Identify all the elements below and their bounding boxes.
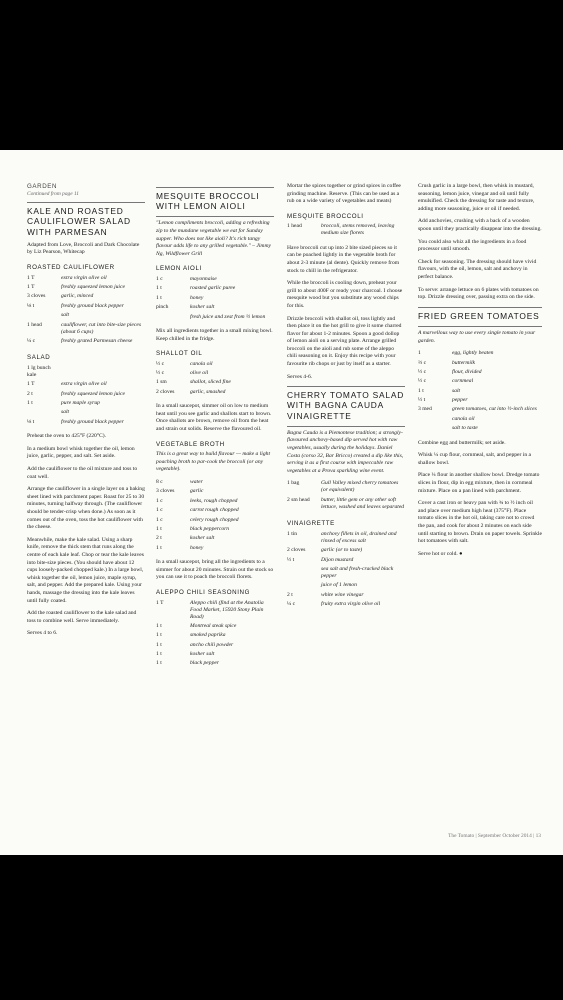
ingredient-quantity: 1 c [156,516,163,523]
ingredient-quantity: 1 c [156,507,163,514]
ingredient-list [287,531,405,611]
ingredient-name: Aleppo chili (find at the Anatolia Food Market, 15920 Stony Plain Road) [190,599,264,620]
ingredient-row [27,293,145,302]
ingredient-name: flour, divided [452,368,482,375]
ingredient-name [61,365,145,381]
ingredient-name: broccoli, stems removed, leaving medium size florets [321,223,395,237]
ingredient-name: carrot rough chopped [190,507,239,514]
ingredient-name: freshly squeezed lemon juice [61,283,125,290]
ingredient-name: shallot, sliced fine [190,379,231,386]
ingredient-quantity: ½ c [156,370,165,377]
kale-intro: Adapted from Love, Broccoli and Dark Chocolate by Liz Pearson, Whitecap [27,241,140,256]
ingredient-quantity: 1 sm [156,379,167,386]
ingredient-name: water [190,479,203,486]
ingredient-quantity: 2 cloves [287,547,306,554]
ingredient-row [27,322,145,338]
ingredient-quantity [27,312,61,321]
ingredient-name: canola oil [452,415,475,422]
ingredient-quantity: 1 t [156,544,162,551]
broccoli-recipe-title: MESQUITE BROCCOLI WITH LEMON AIOLI [156,191,260,212]
ingredient-row [418,388,542,397]
ingredient-row [156,379,274,388]
paragraph: To serve: arrange lettuce on 6 plates with tomatoes on top. Drizzle dressing over, passing extra on the side. [418,286,539,301]
ingredient-row [27,284,145,293]
ingredient-name: honey [190,544,204,551]
ingredient-list [27,365,145,428]
paragraph: Arrange the cauliflower in a single layer on a baking sheet lined with parchment paper. Roast for 25 to 30 minutes, turning halfway through. (The cauliflower should be tender-crisp when done.) As soon as it comes out of the oven, toss the hot cauliflower with the cheese. [27,486,145,531]
ingredient-quantity: 1 t [156,622,162,629]
paragraph: Drizzle broccoli with shallot oil, toss lightly and then place it on the hot grill to give it some charred flavor for about 1-2 minutes. Spoon a good dollop of lemon aioli on a serving plate. Arrange grilled broccoli on the aioli and rub some of the aleppo chili seasoning on it. Enjoy this recipe with your favourite rib chops or just by itself as a starter. [287,315,402,368]
ingredient-quantity: 1 lg bunch kale [27,364,51,378]
ingredient-row [156,295,274,304]
ingredient-quantity: 2 t [156,535,162,542]
paragraph: Place ¼ flour in another shallow bowl. Dredge tomato slices in flour, dip in egg mixture, then in cornmeal mixture. Place on a pan lined with parchment. [418,472,540,494]
ingredient-list [156,600,274,670]
divider [156,187,274,188]
ingredient-name: Dijon mustard [321,556,354,563]
ingredient-row [156,285,274,294]
ingredient-quantity: ½ c [418,368,427,375]
ingredient-name: salt to taste [452,425,478,432]
fried-intro: A marvellous way to use every single tomato in your garden. [418,329,536,344]
ingredient-name: cauliflower, cut into bite-size pieces (about 6 cups) [61,321,142,335]
ingredient-list [156,479,274,554]
ingredient-quantity: 2 sm head [287,496,310,503]
paragraph: Add the roasted cauliflower to the kale salad and toss to combine well. Serve immediately. [27,610,137,624]
ingredient-row [156,389,274,398]
ingredient-row [418,406,542,415]
ingredient-list [156,361,274,399]
vinaigrette-heading: VINAIGRETTE [287,520,335,528]
ingredient-row [287,497,405,513]
ingredient-quantity: 1 t [156,525,162,532]
ingredient-row [156,507,274,516]
ingredient-row [156,535,274,544]
aleppo-heading: ALEPPO CHILI SEASONING [156,588,251,596]
ingredient-quantity: 1 t [156,641,162,648]
ingredient-name: garlic, minced [61,293,94,300]
paragraph: Serves 4-6. [287,373,313,380]
ingredient-row [418,378,542,387]
ingredient-name: freshly ground black pepper [61,302,124,309]
ingredient-quantity: 3 med [418,406,432,413]
paragraph: Have broccoli cut up into 2 bite sized pieces so it can be poached lightly in the vegetable broth for about 2-3 minute (al dente). Quickly remove from stock to chill in the refrigerator. [287,244,400,274]
ingredient-name: honey [190,294,204,301]
tomato-intro: Bagna Cauda is a Piemontese tradition; a strongly-flavoured anchovy-based dip served hot with raw vegetables, usually during the holidays. Daniel Costa (corso 32, Bar Bricco) created a dip like this, serving it as a first course with impeccable raw vegetables at a Prova sparkling wine event. [287,429,404,474]
ingredient-row [27,312,145,321]
aleppo-instructions: Mortar the spices together or grind spices in coffee grinding machine. Reserve. (This can be used as a rub on a wide variety of vegetables and meats) [287,183,401,205]
ingredient-name: kosher salt [190,304,215,311]
ingredient-name: salt [61,409,70,416]
ingredient-row [418,416,542,425]
ingredient-quantity: 1 T [156,599,164,606]
tomato-instructions [418,183,542,302]
ingredient-quantity: ½ t [287,556,295,563]
ingredient-row [287,557,405,566]
ingredient-quantity: 1 t [27,400,33,407]
ingredient-name: Montreal steak spice [190,622,237,629]
ingredient-quantity: ⅔ c [418,359,427,366]
broth-instructions: In a small saucepot, bring all the ingredients to a simmer for about 20 minutes. Strain out the stock so you can use it to poach the broccoli florets. [156,559,274,581]
ingredient-name: green tomatoes, cut into ½-inch slices [452,406,537,413]
ingredient-quantity: 1 [418,350,421,357]
ingredient-row [27,365,145,381]
ingredient-row [287,531,405,547]
ingredient-quantity: ¼ c [287,601,296,608]
paragraph: Preheat the oven to 425°F (220°C). [27,433,107,440]
column-4 [418,183,542,563]
ingredient-quantity: 1 c [156,275,163,282]
paragraph: Serve hot or cold. ● [418,550,463,557]
ingredient-list [418,350,542,435]
ingredient-quantity: 1 T [27,381,35,388]
ingredient-row [156,304,274,313]
ingredient-name: anchovy fillets in oil, drained and rinsed of excess salt [321,530,397,544]
ingredient-name: juice of 1 lemon [321,582,357,589]
ingredient-name: garlic (or to taste) [321,547,363,554]
ingredient-row [156,314,274,323]
divider [287,386,405,387]
divider [418,307,542,308]
ingredient-quantity: ⅛ t [27,302,35,309]
ingredient-row [156,517,274,526]
fried-tomatoes-title: FRIED GREEN TOMATOES [418,310,540,321]
ingredient-list [156,276,274,323]
ingredient-name: salt [61,312,70,319]
lemon-aioli-heading: LEMON AIOLI [156,265,202,273]
divider [156,216,274,217]
tomato-salad-title: CHERRY TOMATO SALAD WITH BAGNA CAUDA VINAIGRETTE [287,390,405,421]
ingredient-quantity: 1 T [27,274,35,281]
ingredient-quantity: 3 cloves [27,293,46,300]
ingredient-name: Gull Valley mixed cherry tomatoes (or equivalent) [321,480,399,494]
column-1 [27,183,145,643]
ingredient-name: buttermilk [452,359,475,366]
ingredient-row [27,419,145,428]
ingredient-row [156,361,274,370]
kale-instructions [27,433,145,638]
ingredient-quantity: ⅛ t [27,418,35,425]
ingredient-quantity [418,416,452,425]
ingredient-quantity: 1 head [287,223,302,230]
ingredient-name: celery rough chopped [190,516,239,523]
ingredient-quantity: 1 t [156,660,162,667]
ingredient-name: pure maple syrup [61,400,100,407]
ingredient-row [156,600,274,623]
divider [287,426,405,427]
roasted-cauliflower-heading: ROASTED CAULIFLOWER [27,263,115,271]
ingredient-name: kosher salt [190,651,215,658]
paragraph: Meanwhile, make the kale salad. Using a sharp knife, remove the thick stem that runs along the centre of each kale leaf. Chop or tear the kale leaves into bite-size pieces. (You should have about 12 cups loosely-packed chopped kale.) In a large bowl, whisk together the oil, lemon juice, maple syrup, salt, and pepper. Add the prepared kale. Using your hands, massage the dressing into the kale leaves until fully coated. [27,536,144,604]
aioli-instructions: Mix all ingredients together in a small mixing bowl. Keep chilled in the fridge. [156,327,273,342]
ingredient-name: freshly squeezed lemon juice [61,390,125,397]
ingredient-row [27,400,145,409]
ingredient-row [287,592,405,601]
ingredient-quantity: ½ c [418,378,427,385]
ingredient-name: mayonnaise [190,275,217,282]
ingredient-name: leeks, rough chopped [190,497,238,504]
paragraph: In a medium bowl whisk together the oil, lemon juice, garlic, pepper, and salt. Set aside. [27,445,135,460]
paragraph: Add anchovies, crushing with a back of a wooden spoon until they practically disappear into the dressing. [418,218,542,232]
ingredient-row [156,276,274,285]
ingredient-row [418,350,542,359]
ingredient-quantity: ¼ c [27,337,36,344]
broth-intro: This is a great way to build flavour — make a light poaching broth to par-cook the broccoli (or any vegetable). [156,451,270,473]
ingredient-quantity: 1 t [156,632,162,639]
paragraph: Check for seasoning. The dressing should have vivid flavours, with the oil, lemon, salt and anchovy in perfect balance. [418,258,537,280]
ingredient-quantity [418,425,452,434]
ingredient-row [27,275,145,284]
ingredient-name: black peppercorn [190,525,230,532]
ingredient-name: extra virgin olive oil [61,381,107,388]
ingredient-name: olive oil [190,370,209,377]
ingredient-row [156,488,274,497]
ingredient-name: canola oil [190,360,213,367]
ingredient-quantity: 2 cloves [156,388,175,395]
ingredient-list [287,223,405,239]
ingredient-row [418,425,542,434]
page-footer: The Tomato | September October 2014 | 13 [448,833,541,839]
ingredient-name: fruity extra virgin olive oil [321,601,381,608]
ingredient-name: ancho chili powder [190,641,234,648]
shallot-instructions: In a small saucepot, simmer oil on low to medium heat until you see garlic and shallots start to brown. Once shallots are brown, remove oil from the heat and strain out solids. Reserve the flavoured oil. [156,403,272,433]
ingredient-row [156,642,274,651]
ingredient-name: freshly ground black pepper [61,418,124,425]
ingredient-row [287,582,405,591]
ingredient-name: salt [452,387,461,394]
ingredient-row [27,338,145,347]
ingredient-quantity: 1 t [418,387,424,394]
ingredient-name: cornmeal [452,378,474,385]
ingredient-quantity: 1 t [156,651,162,658]
ingredient-name: sea salt and fresh-cracked black pepper [321,565,394,579]
divider [27,202,145,203]
ingredient-name: fresh juice and zest from ½ lemon [190,313,266,320]
ingredient-row [418,360,542,369]
ingredient-quantity [27,409,61,418]
ingredient-quantity: 1 t [156,294,162,301]
ingredient-quantity: 3 cloves [156,488,175,495]
paragraph: Combine egg and buttermilk; set aside. [418,439,506,446]
ingredient-quantity: 2 t [27,390,33,397]
ingredient-name: kosher salt [190,535,215,542]
kale-recipe-title: KALE AND ROASTED CAULIFLOWER SALAD WITH PARMESAN [27,206,131,237]
ingredient-name: egg, lightly beaten [452,350,494,357]
ingredient-name: smoked paprika [190,632,226,639]
divider [418,326,542,327]
ingredient-quantity: 1 tin [287,530,298,537]
column-3 [287,183,405,616]
ingredient-name: extra virgin olive oil [61,274,107,281]
ingredient-row [156,660,274,669]
ingredient-row [27,409,145,418]
ingredient-row [287,480,405,496]
salad-heading: SALAD [27,354,51,362]
ingredient-row [156,526,274,535]
ingredient-quantity [287,582,321,591]
ingredient-quantity [156,314,190,323]
fried-instructions [418,440,542,559]
ingredient-name: butter, little gem or any other soft lettuce, washed and leaves separated [321,496,405,510]
vegetable-broth-heading: VEGETABLE BROTH [156,440,225,448]
paragraph: You could also whiz all the ingredients in a food processor until smooth. [418,238,527,253]
ingredient-row [418,369,542,378]
ingredient-row [27,391,145,400]
ingredient-list [287,480,405,513]
ingredient-row [156,479,274,488]
broccoli-instructions [287,245,405,382]
ingredient-name: garlic [190,488,204,495]
column-2 [156,183,274,675]
ingredient-name: garlic, smashed [190,388,226,395]
paragraph: Add the cauliflower to the oil mixture and toss to coat well. [27,466,138,480]
mesquite-broccoli-heading: MESQUITE BROCCOLI [287,212,364,220]
ingredient-quantity: 1 T [27,283,35,290]
ingredient-quantity: 1 bag [287,480,300,487]
continued-note: Continued from page 11 [27,190,79,197]
ingredient-row [156,651,274,660]
ingredient-quantity: ½ t [418,397,426,404]
ingredient-row [287,566,405,582]
ingredient-quantity: 2 t [287,591,293,598]
ingredient-row [27,303,145,312]
paragraph: Whisk ¼ cup flour, cornmeal, salt, and pepper in a shallow bowl. [418,452,532,466]
paragraph: Crush garlic in a large bowl, then whisk in mustard, seasoning, lemon juice, vinegar and oil until fully emulsified. Check the dressing for taste and texture, adding more seasoning, juice or oil if needed. [418,183,535,212]
magazine-page [0,150,563,855]
ingredient-quantity: 1 t [156,285,162,292]
ingredient-row [156,498,274,507]
ingredient-quantity: ½ c [156,360,165,367]
ingredient-quantity [287,566,321,582]
ingredient-row [156,632,274,641]
broccoli-intro: "Lemon compliments broccoli, adding a refreshing zip to the mundane vegetable we eat for Sunday supper. Who does not like aioli? It's rich tangy flavour adds life to any grilled vegetable." – Jimmy Ng, Wildflower Grill [156,220,271,257]
ingredient-row [156,545,274,554]
ingredient-name: black pepper [190,660,220,667]
ingredient-name: white wine vinegar [321,591,364,598]
shallot-oil-heading: SHALLOT OIL [156,350,203,358]
ingredient-row [156,623,274,632]
paragraph: While the broccoli is cooling down, preheat your grill to about 400F or ready your charcoal. I choose mesquite wood but you substitute any wood chips for this. [287,280,403,309]
ingredient-quantity: 1 head [27,321,42,328]
ingredient-row [287,223,405,239]
ingredient-row [287,547,405,556]
ingredient-name: freshly grated Parmesan cheese [61,337,133,344]
paragraph: Serves 4 to 6. [27,630,58,637]
ingredient-list [27,275,145,348]
section-label: GARDEN [27,183,58,190]
ingredient-row [27,381,145,390]
ingredient-name: roasted garlic puree [190,285,236,292]
ingredient-row [287,601,405,610]
ingredient-quantity: 8 c [156,479,163,486]
ingredient-quantity: 1 c [156,497,163,504]
paragraph: Cover a cast iron or heavy pan with ¾ to ½ inch oil and place over medium high heat (375°F). Place tomato slices in the hot oil, taking care not to crowd the pan, and cook for about 2 minutes on each side until starting to brown. Drain on paper towels. Sprinkle hot tomatoes with salt. [418,500,542,545]
ingredient-quantity: pinch [156,304,169,311]
ingredient-name: pepper [452,397,468,404]
